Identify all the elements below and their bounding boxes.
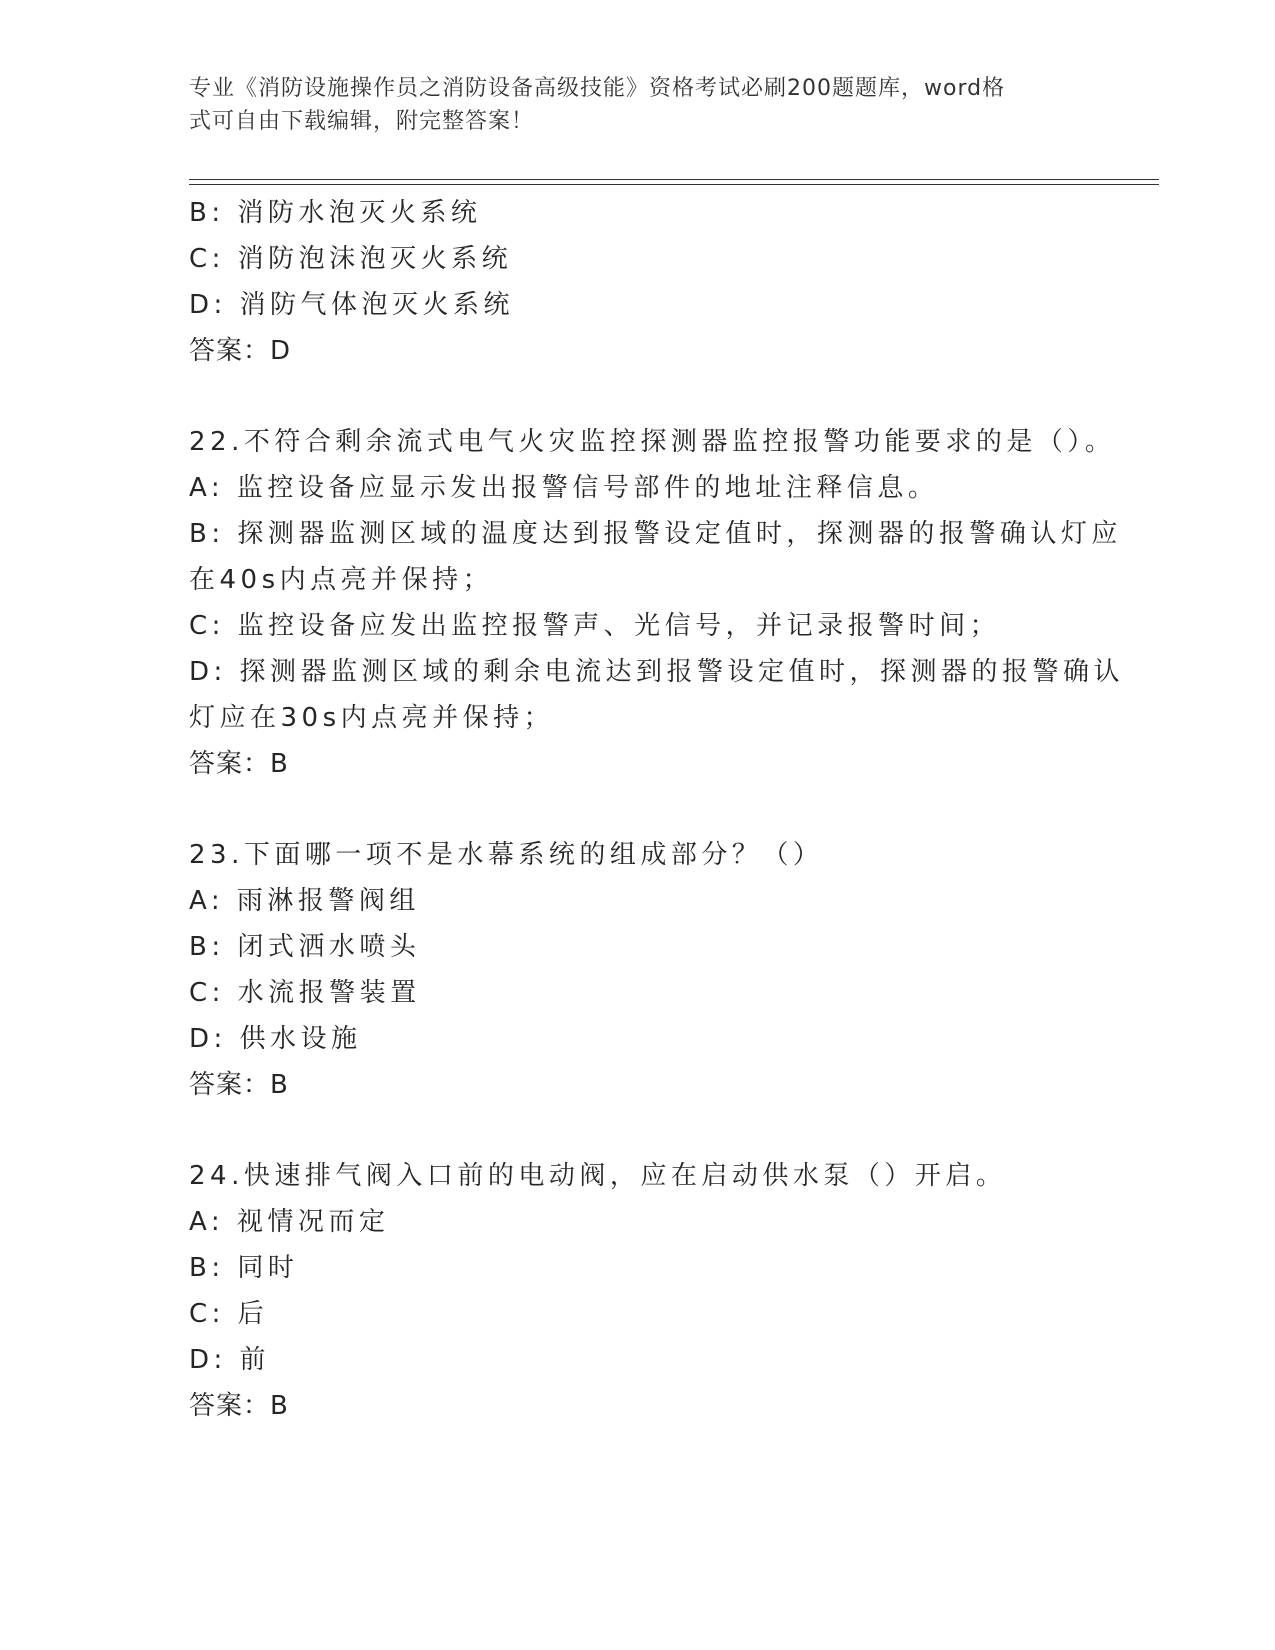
option-b: B: 探测器监测区域的温度达到报警设定值时，探测器的报警确认灯应 bbox=[189, 519, 1122, 549]
header-divider-top bbox=[189, 179, 1159, 180]
option-d: D: 供水设施 bbox=[189, 1024, 362, 1054]
document-header bbox=[189, 72, 1069, 138]
question-stem: 22.不符合剩余流式电气火灾监控探测器监控报警功能要求的是（）。 bbox=[189, 427, 1116, 457]
header-line-2: 式可自由下载编辑，附完整答案！ bbox=[189, 109, 535, 134]
option-b: B: 闭式洒水喷头 bbox=[189, 932, 421, 962]
header-line-1: 专业《消防设施操作员之消防设备高级技能》资格考试必刷200题题库，word格 bbox=[189, 76, 1006, 101]
question-block-prev bbox=[189, 190, 1089, 374]
option-b: B: 消防水泡灭火系统 bbox=[189, 198, 482, 228]
option-d: D: 探测器监测区域的剩余电流达到报警设定值时，探测器的报警确认 bbox=[189, 657, 1125, 687]
header-divider-bottom bbox=[189, 184, 1159, 185]
question-stem: 23.下面哪一项不是水幕系统的组成部分？（） bbox=[189, 840, 824, 870]
question-block-22 bbox=[189, 419, 1125, 787]
option-c: C: 消防泡沫泡灭火系统 bbox=[189, 244, 513, 274]
option-a: A: 监控设备应显示发出报警信号部件的地址注释信息。 bbox=[189, 473, 939, 503]
option-c: C: 水流报警装置 bbox=[189, 978, 421, 1008]
option-a: A: 视情况而定 bbox=[189, 1207, 390, 1237]
answer-line: 答案：B bbox=[189, 1070, 289, 1100]
option-b-continued: 在40s内点亮并保持； bbox=[189, 565, 494, 595]
option-b: B: 同时 bbox=[189, 1253, 299, 1283]
question-block-23 bbox=[189, 832, 1089, 1108]
option-d-continued: 灯应在30s内点亮并保持； bbox=[189, 703, 555, 733]
answer-line: 答案：B bbox=[189, 1391, 289, 1421]
option-d: D: 消防气体泡灭火系统 bbox=[189, 290, 515, 320]
answer-line: 答案：D bbox=[189, 336, 292, 366]
answer-line: 答案：B bbox=[189, 749, 289, 779]
question-stem: 24.快速排气阀入口前的电动阀，应在启动供水泵（）开启。 bbox=[189, 1161, 1007, 1191]
question-list bbox=[189, 190, 1125, 1429]
option-a: A: 雨淋报警阀组 bbox=[189, 886, 420, 916]
question-block-24 bbox=[189, 1153, 1089, 1429]
option-d: D: 前 bbox=[189, 1345, 271, 1375]
option-c: C: 监控设备应发出监控报警声、光信号，并记录报警时间； bbox=[189, 611, 1001, 641]
option-c: C: 后 bbox=[189, 1299, 269, 1329]
